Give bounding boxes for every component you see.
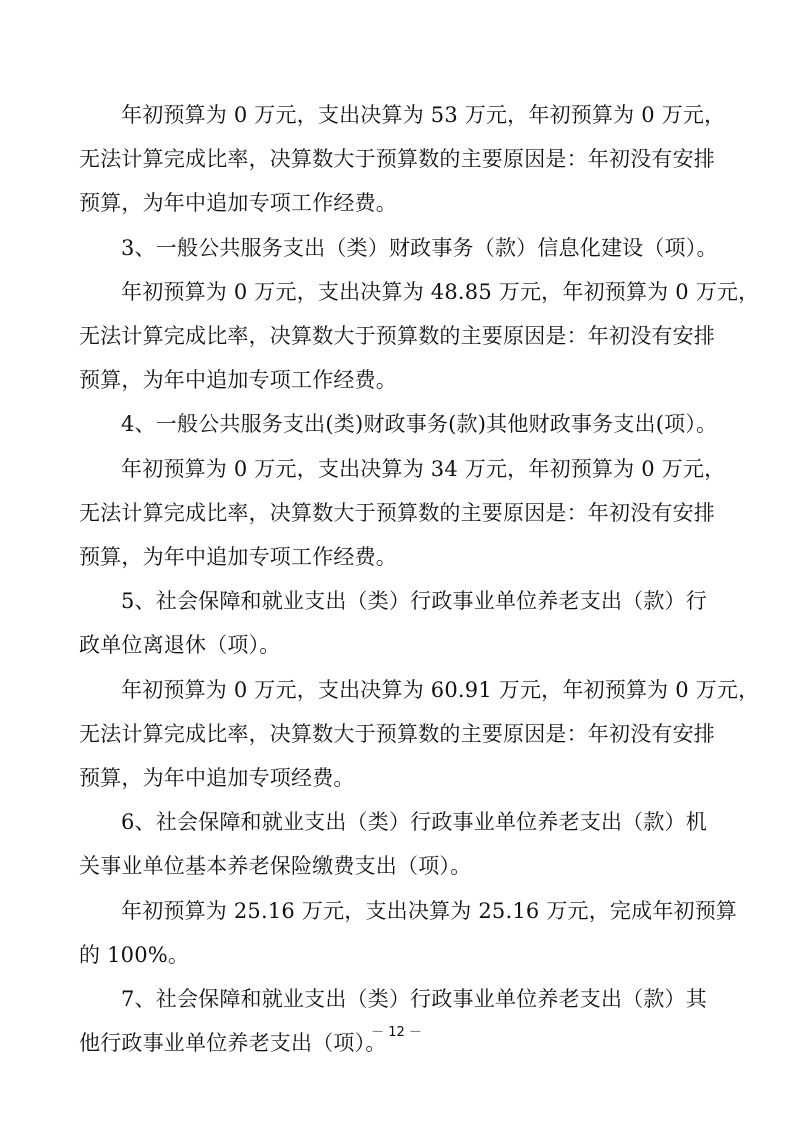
text-line: 年初预算为 25.16 万元，支出决算为 25.16 万元，完成年初预算	[121, 898, 738, 923]
text-line: 年初预算为 0 万元，支出决算为 48.85 万元，年初预算为 0 万元，	[121, 279, 760, 304]
text-line: 年初预算为 0 万元，支出决算为 53 万元，年初预算为 0 万元，	[121, 103, 726, 127]
text-line: 5、社会保障和就业支出（类）行政事业单位养老支出（款）行	[121, 589, 707, 614]
text-line: 无法计算完成比率，决算数大于预算数的主要原因是：年初没有安排	[79, 721, 715, 746]
text-line: 的 100%。	[79, 942, 190, 967]
text-line: 预算，为年中追加专项工作经费。	[79, 368, 397, 393]
text-line: 年初预算为 0 万元，支出决算为 60.91 万元，年初预算为 0 万元，	[121, 677, 760, 702]
text-line: 预算，为年中追加专项经费。	[79, 766, 355, 790]
text-line: 年初预算为 0 万元，支出决算为 34 万元，年初预算为 0 万元，	[121, 456, 726, 481]
text-line: 关事业单位基本养老保险缴费支出（项）。	[79, 854, 472, 879]
text-line: 无法计算完成比率，决算数大于预算数的主要原因是：年初没有安排	[79, 147, 715, 172]
text-line: 3、一般公共服务支出（类）财政事务（款）信息化建设（项）。	[121, 235, 718, 260]
text-line: 无法计算完成比率，决算数大于预算数的主要原因是：年初没有安排	[79, 500, 715, 525]
text-line: 4、一般公共服务支出(类)财政事务(款)其他财政事务支出(项）。	[121, 412, 718, 437]
text-line: 6、社会保障和就业支出（类）行政事业单位养老支出（款）机	[121, 810, 707, 835]
text-line: 预算，为年中追加专项工作经费。	[79, 191, 397, 216]
page-number: － 12 －	[371, 1025, 422, 1040]
text-line: 无法计算完成比率，决算数大于预算数的主要原因是：年初没有安排	[79, 324, 715, 348]
text-line: 7、社会保障和就业支出（类）行政事业单位养老支出（款）其	[121, 987, 707, 1011]
text-line: 政单位离退休（项）。	[79, 633, 281, 658]
text-line: 预算，为年中追加专项工作经费。	[79, 545, 397, 569]
text-line: 他行政事业单位养老支出（项）。	[79, 1031, 387, 1056]
